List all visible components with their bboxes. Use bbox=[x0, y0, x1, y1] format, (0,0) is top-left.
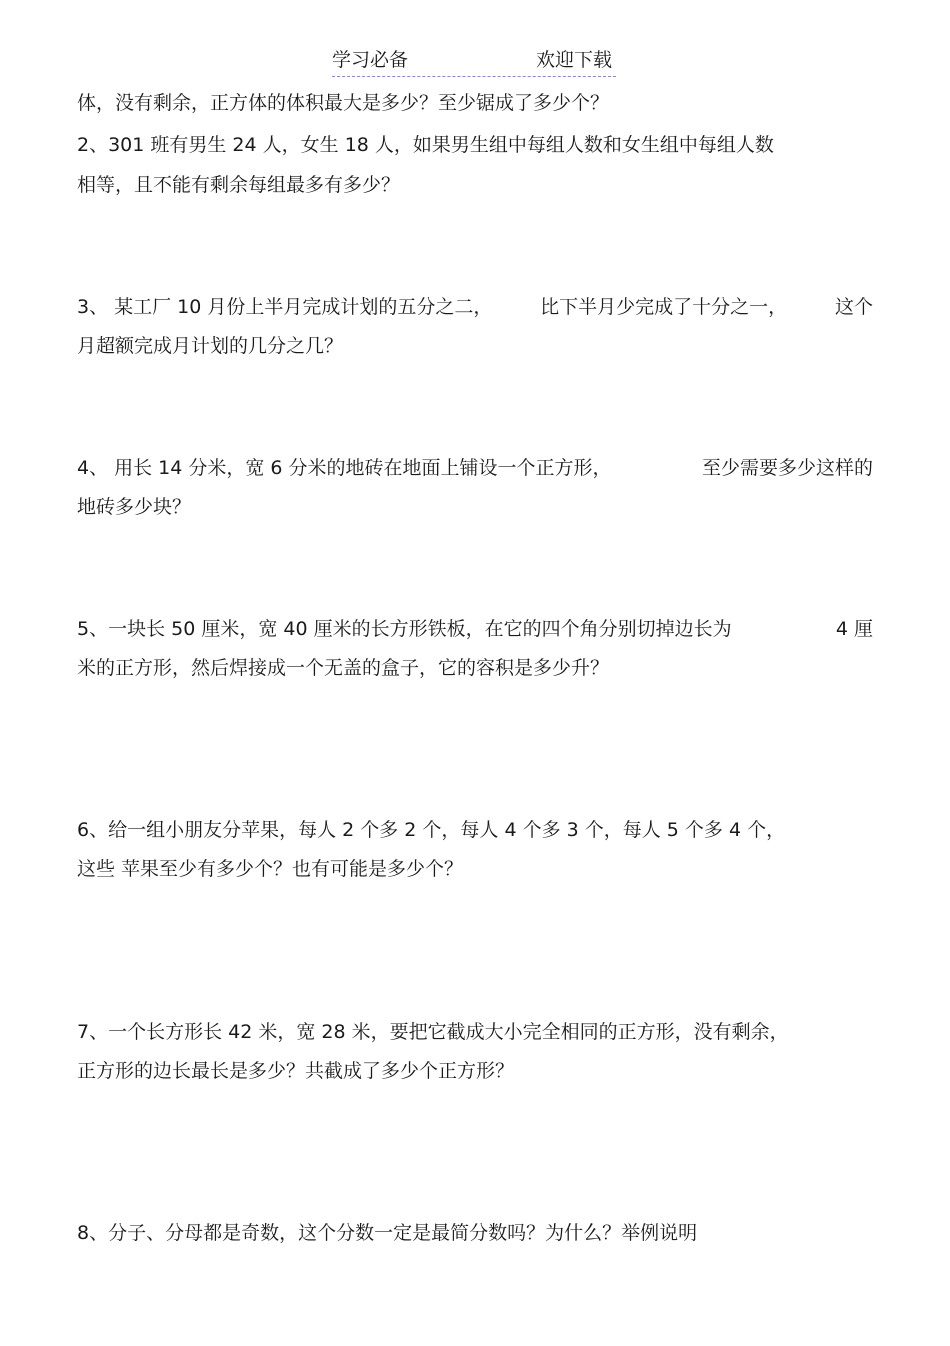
question-4-part-2: 至少需要多少这样的 bbox=[701, 457, 873, 479]
question-2-line-1: 2、301 班有男生 24 人，女生 18 人，如果男生组中每组人数和女生组中每组人数 bbox=[77, 134, 774, 156]
question-1-line-1: 体，没有剩余，正方体的体积最大是多少？至少锯成了多少个？ bbox=[77, 92, 610, 114]
question-2-line-2: 相等，且不能有剩余每组最多有多少？ bbox=[77, 174, 401, 196]
question-7-line-1: 7、一个长方形长 42 米，宽 28 米，要把它截成大小完全相同的正方形，没有剩余， bbox=[77, 1021, 789, 1043]
question-4-line-1 bbox=[77, 455, 873, 481]
question-3-part-2: 比下半月少完成了十分之一， bbox=[540, 296, 788, 318]
question-4-line-2: 地砖多少块？ bbox=[77, 496, 192, 518]
question-7-line-2: 正方形的边长最长是多少？共截成了多少个正方形？ bbox=[77, 1060, 515, 1082]
header-right-text: 欢迎下载 bbox=[535, 49, 612, 71]
question-5-line-2: 米的正方形，然后焊接成一个无盖的盒子，它的容积是多少升？ bbox=[77, 657, 610, 679]
header-left-text: 学习必备 bbox=[332, 49, 409, 71]
page-header bbox=[332, 46, 616, 77]
question-3-line-2: 月超额完成月计划的几分之几？ bbox=[77, 335, 344, 357]
question-8-line-1: 8、分子、分母都是奇数，这个分数一定是最简分数吗？为什么？举例说明 bbox=[77, 1222, 698, 1244]
question-4-part-1: 4、 用长 14 分米，宽 6 分米的地砖在地面上铺设一个正方形， bbox=[77, 457, 612, 479]
question-5-part-2: 4 厘 bbox=[835, 618, 873, 640]
question-5-line-1 bbox=[77, 616, 873, 642]
question-5-part-1: 5、一块长 50 厘米，宽 40 厘米的长方形铁板，在它的四个角分别切掉边长为 bbox=[77, 618, 732, 640]
question-3-part-3: 这个 bbox=[834, 296, 873, 318]
question-3-line-1 bbox=[77, 294, 873, 320]
question-3-part-1: 3、 某工厂 10 月份上半月完成计划的五分之二， bbox=[77, 296, 493, 318]
question-6-line-2: 这些 苹果至少有多少个？也有可能是多少个？ bbox=[77, 858, 464, 880]
question-6-line-1: 6、给一组小朋友分苹果，每人 2 个多 2 个，每人 4 个多 3 个，每人 5 个多 4 个， bbox=[77, 819, 786, 841]
